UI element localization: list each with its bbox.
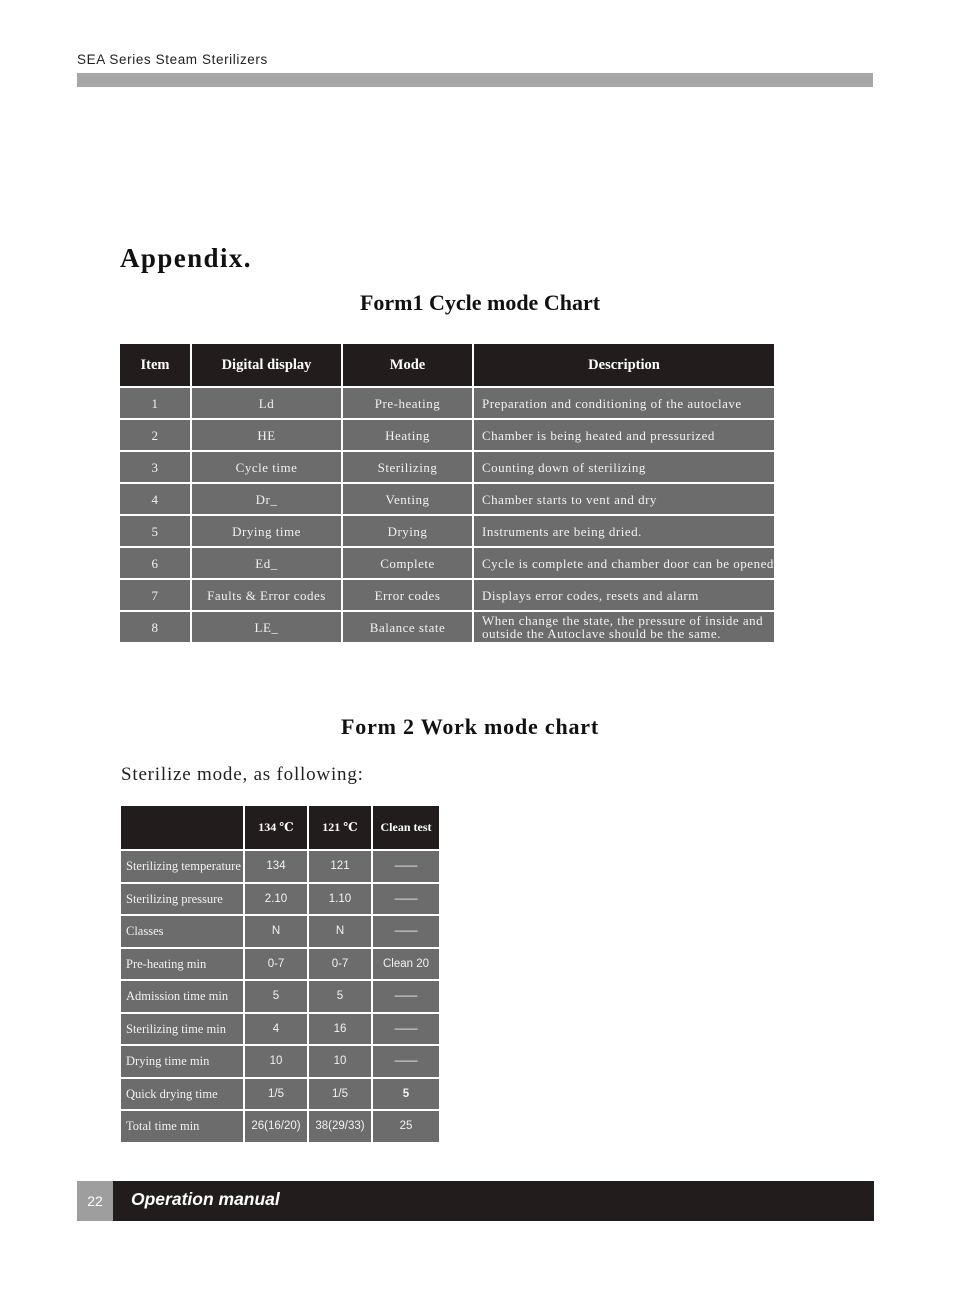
cell-134c: 2.10 (245, 884, 307, 915)
cell-134c: 10 (245, 1046, 307, 1077)
cell-label: Sterilizing pressure (121, 884, 243, 915)
cell-label: Drying time min (121, 1046, 243, 1077)
header-parameter (121, 806, 243, 849)
table-header-row (120, 344, 774, 386)
cell-mode: Error codes (343, 580, 472, 610)
header-134c: 134 ℃ (245, 806, 307, 849)
header-series-title: SEA Series Steam Sterilizers (77, 52, 268, 67)
cell-121c: 5 (309, 981, 371, 1012)
table-row (120, 612, 774, 642)
cell-134c: 134 (245, 851, 307, 882)
cell-label: Quick drying time (121, 1079, 243, 1110)
table-row (120, 516, 774, 546)
cell-clean-test: Clean 20 (373, 949, 439, 980)
table-header-row (121, 806, 439, 849)
form2-title: Form 2 Work mode chart (341, 714, 599, 739)
cell-clean-test: —— (373, 851, 439, 882)
cell-item: 3 (120, 452, 190, 482)
cell-display: Drying time (192, 516, 341, 546)
cell-label: Sterilizing time min (121, 1014, 243, 1045)
cell-display: HE (192, 420, 341, 450)
cell-121c: 1.10 (309, 884, 371, 915)
form1-title: Form1 Cycle mode Chart (359, 290, 601, 315)
cell-134c: 26(16/20) (245, 1111, 307, 1142)
cell-description: Chamber is being heated and pressurized (474, 420, 774, 450)
cell-clean-test: —— (373, 981, 439, 1012)
cell-clean-test: 5 (373, 1079, 439, 1110)
table-row (121, 981, 439, 1012)
footer-label: Operation manual (131, 1189, 280, 1209)
page-number: 22 (77, 1181, 113, 1221)
cell-item: 4 (120, 484, 190, 514)
cell-mode: Pre-heating (343, 388, 472, 418)
table-row (120, 452, 774, 482)
cell-clean-test: 25 (373, 1111, 439, 1142)
cycle-mode-table (118, 342, 776, 644)
cell-description: Preparation and conditioning of the autoclave (474, 388, 774, 418)
cell-display: LE_ (192, 612, 341, 642)
table-row (120, 548, 774, 578)
cell-description: When change the state, the pressure of inside and outside the Autoclave should be the same. (474, 612, 774, 642)
cell-description: Displays error codes, resets and alarm (474, 580, 774, 610)
cell-mode: Heating (343, 420, 472, 450)
cell-label: Total time min (121, 1111, 243, 1142)
cell-mode: Sterilizing (343, 452, 472, 482)
form2-intro: Sterilize mode, as following: (121, 764, 364, 785)
cell-item: 7 (120, 580, 190, 610)
cell-mode: Venting (343, 484, 472, 514)
table-row (121, 916, 439, 947)
cell-121c: 16 (309, 1014, 371, 1045)
cell-clean-test: —— (373, 884, 439, 915)
cell-item: 5 (120, 516, 190, 546)
table-row (121, 851, 439, 882)
cell-134c: 1/5 (245, 1079, 307, 1110)
cell-121c: 121 (309, 851, 371, 882)
table-row (121, 1014, 439, 1045)
cell-display: Ed_ (192, 548, 341, 578)
cell-clean-test: —— (373, 916, 439, 947)
table-row (121, 1111, 439, 1142)
table-row (121, 884, 439, 915)
cell-description: Chamber starts to vent and dry (474, 484, 774, 514)
cell-121c: N (309, 916, 371, 947)
cell-121c: 1/5 (309, 1079, 371, 1110)
cell-description: Instruments are being dried. (474, 516, 774, 546)
cell-mode: Balance state (343, 612, 472, 642)
cell-clean-test: —— (373, 1014, 439, 1045)
cell-121c: 0-7 (309, 949, 371, 980)
cell-display: Faults & Error codes (192, 580, 341, 610)
header-clean-test: Clean test (373, 806, 439, 849)
cell-description: Counting down of sterilizing (474, 452, 774, 482)
cell-134c: N (245, 916, 307, 947)
header-digital-display: Digital display (192, 344, 341, 386)
cell-clean-test: —— (373, 1046, 439, 1077)
header-mode: Mode (343, 344, 472, 386)
cell-description: Cycle is complete and chamber door can be opened (474, 548, 774, 578)
cell-label: Classes (121, 916, 243, 947)
table-row (120, 388, 774, 418)
work-mode-table (119, 804, 441, 1144)
cell-mode: Complete (343, 548, 472, 578)
table-row (121, 949, 439, 980)
table-row (120, 484, 774, 514)
cell-display: Dr_ (192, 484, 341, 514)
table-row (121, 1079, 439, 1110)
cell-134c: 4 (245, 1014, 307, 1045)
header-description: Description (474, 344, 774, 386)
cell-label: Sterilizing temperature (121, 851, 243, 882)
header-item: Item (120, 344, 190, 386)
cell-label: Pre-heating min (121, 949, 243, 980)
cell-label: Admission time min (121, 981, 243, 1012)
cell-item: 1 (120, 388, 190, 418)
cell-item: 8 (120, 612, 190, 642)
cell-display: Cycle time (192, 452, 341, 482)
table-row (120, 580, 774, 610)
cell-item: 6 (120, 548, 190, 578)
appendix-title: Appendix. (120, 243, 252, 273)
table-row (121, 1046, 439, 1077)
header-121c: 121 ℃ (309, 806, 371, 849)
cell-mode: Drying (343, 516, 472, 546)
cell-121c: 38(29/33) (309, 1111, 371, 1142)
cell-134c: 0-7 (245, 949, 307, 980)
table-row (120, 420, 774, 450)
cell-item: 2 (120, 420, 190, 450)
cell-134c: 5 (245, 981, 307, 1012)
header-divider-bar (77, 73, 873, 87)
cell-display: Ld (192, 388, 341, 418)
footer-bar (113, 1181, 874, 1221)
cell-121c: 10 (309, 1046, 371, 1077)
